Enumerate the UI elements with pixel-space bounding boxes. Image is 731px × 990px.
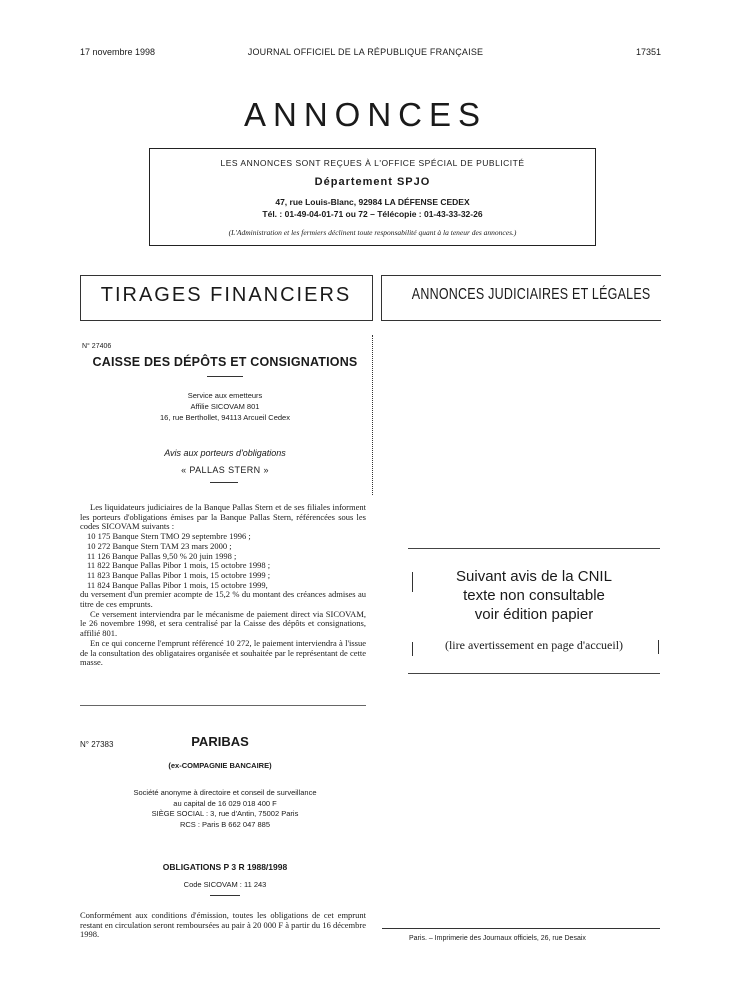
body-intro: Les liquidateurs judiciaires de la Banque Pallas Stern et de ses filiales informent les porteurs d'obligations émises par la Banque Pallas Stern, référencées sous les codes SICOVAM suivants : [80,502,366,532]
cnil-line: voir édition papier [474,606,594,623]
section-label-tirages: TIRAGES FINANCIERS [100,284,352,306]
announcement-company-name: PARIBAS [191,734,249,749]
info-reception: LES ANNONCES SONT REÇUES À L'OFFICE SPÉCIAL DE PUBLICITÉ [220,158,525,168]
announcement-service-block [80,390,370,423]
title-rule [207,376,243,377]
info-address: 47, rue Louis-Blanc, 92984 LA DÉFENSE CEDEX [275,197,470,207]
announcement-obligations-title: OBLIGATIONS P 3 R 1988/1998 [162,862,288,872]
announcement-company-subtitle: (ex-COMPAGNIE BANCAIRE) [168,761,272,770]
printer-imprint: Paris. – Imprimerie des Journaux officiels, 26, rue Desaix [409,935,586,942]
code-list-item: 11 824 Banque Pallas Pibor 1 mois, 15 octobre 1999, [87,579,268,590]
service-line: Service aux emetteurs [187,391,263,400]
cnil-box-mark [412,572,413,592]
header-date: 17 novembre 1998 [80,47,156,57]
announcement-number: N° 27406 [82,343,112,350]
body-paragraph: Ce versement interviendra par le mécanisme de paiement direct via SICOVAM, le 26 novembre 1998, et sera centralisé par la Caisse des dépôts et consignations, affilié 801. [80,608,366,639]
cnil-box-mark [658,640,659,654]
company-info-line: SIÈGE SOCIAL : 3, rue d'Antin, 75002 Paris [151,809,299,818]
cnil-line: texte non consultable [463,587,605,604]
header-journal-title: JOURNAL OFFICIEL DE LA RÉPUBLIQUE FRANÇAISE [247,47,484,57]
cnil-box-mark [412,642,413,656]
section-title-left [80,275,372,321]
code-list-item: 11 823 Banque Pallas Pibor 1 mois, 15 octobre 1999 ; [87,569,271,580]
announcement-company-info [90,788,360,830]
service-line: Affilie SICOVAM 801 [190,402,260,411]
announcement-sicovam-code: Code SICOVAM : 11 243 [183,880,267,889]
info-phones: Tél. : 01-49-04-01-71 ou 72 – Télécopie : 01-43-33-32-26 [262,209,483,219]
cnil-line: Suivant avis de la CNIL [456,568,612,585]
code-list-item: 11 822 Banque Pallas Pibor 1 mois, 15 octobre 1998 ; [87,560,271,571]
code-list [80,532,366,590]
announcement-company-name: CAISSE DES DÉPÔTS ET CONSIGNATIONS [92,355,358,369]
code-list-item: 11 126 Banque Pallas 9,50 % 20 juin 1998 ; [87,550,237,561]
announcement-separator [80,705,366,706]
cnil-notice-box [408,548,660,674]
section-divider [372,275,373,321]
announcement-body [80,503,366,668]
column-divider [372,335,373,495]
announcement-subject: « PALLAS STERN » [181,465,269,475]
section-label-annonces: ANNONCES JUDICIAIRES ET LÉGALES [411,286,651,303]
service-line: 16, rue Berthollet, 94113 Arcueil Cedex [160,413,290,422]
body-continuation: du versement d'un premier acompte de 15,2 % du montant des créances admises au titre de ces emprunts. [80,589,366,610]
code-rule [210,895,240,896]
page-title: ANNONCES [243,96,488,133]
company-info-line: Société anonyme à directoire et conseil de surveillance [133,788,317,797]
announcement-number: N° 27383 [80,740,114,749]
code-list-item: 10 175 Banque Stern TMO 29 septembre 1996 ; [87,531,251,542]
section-divider-inner [381,275,382,321]
info-department: Département SPJO [314,176,431,188]
info-box [149,148,596,246]
announcement-body: Conformément aux conditions d'émission, toutes les obligations de cet emprunt restant en circulation seront remboursées au pair à 20 000 F à partir du 16 décembre 1998. [80,910,366,939]
company-info-line: RCS : Paris B 662 047 885 [179,819,271,829]
section-left-border [80,275,81,321]
code-list-item: 10 272 Banque Stern TAM 23 mars 2000 ; [87,540,232,551]
header-page-number: 17351 [636,47,662,57]
footer-rule [382,928,660,929]
announcement-notice-heading: Avis aux porteurs d'obligations [164,448,286,458]
info-disclaimer: (L'Administration et les fermiers déclinent toute responsabilité quant à la teneur des annonces.) [228,228,517,237]
subject-rule [210,482,238,483]
cnil-note: (lire avertissement en page d'accueil) [444,638,624,652]
body-paragraph: En ce qui concerne l'emprunt référencé 10 272, le paiement interviendra à l'issue de la consultation des obligataires organisée et souhaitée par le représentant de cette masse. [80,637,366,668]
company-info-line: au capital de 16 029 018 400 F [173,798,277,808]
section-title-right [381,275,661,321]
